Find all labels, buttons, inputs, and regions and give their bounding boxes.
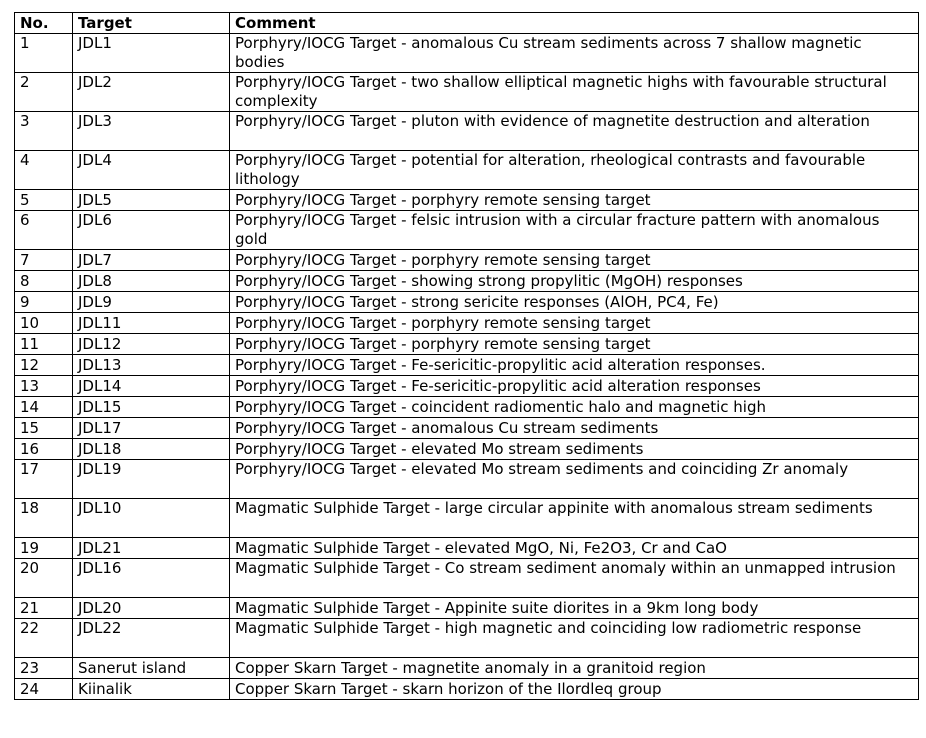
- table-row: [15, 418, 919, 439]
- cell-no: 3: [15, 112, 73, 151]
- table-row: [15, 559, 919, 598]
- cell-target: JDL20: [73, 598, 230, 619]
- cell-target: JDL14: [73, 376, 230, 397]
- cell-no: 1: [15, 34, 73, 73]
- cell-no: 6: [15, 211, 73, 250]
- cell-no: 17: [15, 460, 73, 499]
- cell-no: 9: [15, 292, 73, 313]
- cell-no: 21: [15, 598, 73, 619]
- targets-table-container: [14, 12, 919, 700]
- table-row: [15, 112, 919, 151]
- cell-comment: Porphyry/IOCG Target - anomalous Cu stream sediments across 7 shallow magnetic bodies: [230, 34, 919, 73]
- cell-comment: Copper Skarn Target - magnetite anomaly in a granitoid region: [230, 658, 919, 679]
- cell-comment: Porphyry/IOCG Target - anomalous Cu stream sediments: [230, 418, 919, 439]
- cell-comment: Porphyry/IOCG Target - porphyry remote sensing target: [230, 313, 919, 334]
- table-header-row: [15, 13, 919, 34]
- table-row: [15, 313, 919, 334]
- cell-target: JDL3: [73, 112, 230, 151]
- cell-no: 18: [15, 499, 73, 538]
- cell-target: JDL21: [73, 538, 230, 559]
- targets-table: [14, 12, 919, 700]
- cell-target: JDL1: [73, 34, 230, 73]
- table-row: [15, 658, 919, 679]
- table-row: [15, 211, 919, 250]
- cell-no: 12: [15, 355, 73, 376]
- cell-target: Sanerut island: [73, 658, 230, 679]
- table-row: [15, 250, 919, 271]
- table-row: [15, 538, 919, 559]
- cell-no: 15: [15, 418, 73, 439]
- cell-target: JDL13: [73, 355, 230, 376]
- table-row: [15, 679, 919, 700]
- cell-comment: Magmatic Sulphide Target - Appinite suite diorites in a 9km long body: [230, 598, 919, 619]
- table-row: [15, 151, 919, 190]
- cell-no: 20: [15, 559, 73, 598]
- table-row: [15, 271, 919, 292]
- cell-comment: Magmatic Sulphide Target - high magnetic and coinciding low radiometric response: [230, 619, 919, 658]
- cell-comment: Porphyry/IOCG Target - felsic intrusion with a circular fracture pattern with anomalous gold: [230, 211, 919, 250]
- cell-comment: Porphyry/IOCG Target - pluton with evidence of magnetite destruction and alteration: [230, 112, 919, 151]
- table-row: [15, 334, 919, 355]
- cell-comment: Porphyry/IOCG Target - potential for alteration, rheological contrasts and favourable lithology: [230, 151, 919, 190]
- cell-target: Kiinalik: [73, 679, 230, 700]
- cell-target: JDL5: [73, 190, 230, 211]
- cell-target: JDL11: [73, 313, 230, 334]
- cell-comment: Copper Skarn Target - skarn horizon of the Ilordleq group: [230, 679, 919, 700]
- cell-comment: Porphyry/IOCG Target - elevated Mo stream sediments: [230, 439, 919, 460]
- cell-target: JDL17: [73, 418, 230, 439]
- cell-target: JDL16: [73, 559, 230, 598]
- cell-comment: Magmatic Sulphide Target - elevated MgO, Ni, Fe2O3, Cr and CaO: [230, 538, 919, 559]
- cell-no: 11: [15, 334, 73, 355]
- cell-target: JDL8: [73, 271, 230, 292]
- cell-target: JDL6: [73, 211, 230, 250]
- cell-target: JDL19: [73, 460, 230, 499]
- cell-target: JDL10: [73, 499, 230, 538]
- table-row: [15, 499, 919, 538]
- cell-no: 22: [15, 619, 73, 658]
- cell-comment: Porphyry/IOCG Target - coincident radiomentic halo and magnetic high: [230, 397, 919, 418]
- table-row: [15, 619, 919, 658]
- cell-no: 5: [15, 190, 73, 211]
- cell-no: 13: [15, 376, 73, 397]
- cell-target: JDL9: [73, 292, 230, 313]
- table-row: [15, 376, 919, 397]
- table-body: [15, 34, 919, 700]
- cell-target: JDL15: [73, 397, 230, 418]
- cell-target: JDL4: [73, 151, 230, 190]
- table-row: [15, 73, 919, 112]
- table-row: [15, 292, 919, 313]
- cell-no: 19: [15, 538, 73, 559]
- cell-comment: Porphyry/IOCG Target - elevated Mo stream sediments and coinciding Zr anomaly: [230, 460, 919, 499]
- cell-comment: Porphyry/IOCG Target - porphyry remote sensing target: [230, 190, 919, 211]
- cell-no: 16: [15, 439, 73, 460]
- table-row: [15, 439, 919, 460]
- table-row: [15, 355, 919, 376]
- cell-comment: Porphyry/IOCG Target - showing strong propylitic (MgOH) responses: [230, 271, 919, 292]
- header-target: Target: [73, 13, 230, 34]
- table-row: [15, 598, 919, 619]
- cell-comment: Porphyry/IOCG Target - porphyry remote sensing target: [230, 250, 919, 271]
- cell-comment: Porphyry/IOCG Target - Fe-sericitic-propylitic acid alteration responses: [230, 376, 919, 397]
- cell-no: 14: [15, 397, 73, 418]
- header-comment: Comment: [230, 13, 919, 34]
- cell-target: JDL7: [73, 250, 230, 271]
- cell-no: 2: [15, 73, 73, 112]
- cell-comment: Porphyry/IOCG Target - two shallow elliptical magnetic highs with favourable structural complexity: [230, 73, 919, 112]
- cell-comment: Magmatic Sulphide Target - Co stream sediment anomaly within an unmapped intrusion: [230, 559, 919, 598]
- cell-comment: Porphyry/IOCG Target - Fe-sericitic-propylitic acid alteration responses.: [230, 355, 919, 376]
- cell-comment: Porphyry/IOCG Target - strong sericite responses (AlOH, PC4, Fe): [230, 292, 919, 313]
- cell-comment: Magmatic Sulphide Target - large circular appinite with anomalous stream sediments: [230, 499, 919, 538]
- cell-target: JDL18: [73, 439, 230, 460]
- cell-no: 23: [15, 658, 73, 679]
- header-no: No.: [15, 13, 73, 34]
- table-row: [15, 190, 919, 211]
- table-row: [15, 460, 919, 499]
- cell-target: JDL2: [73, 73, 230, 112]
- cell-no: 7: [15, 250, 73, 271]
- cell-no: 10: [15, 313, 73, 334]
- cell-no: 8: [15, 271, 73, 292]
- cell-target: JDL22: [73, 619, 230, 658]
- cell-comment: Porphyry/IOCG Target - porphyry remote sensing target: [230, 334, 919, 355]
- cell-no: 24: [15, 679, 73, 700]
- table-row: [15, 397, 919, 418]
- cell-target: JDL12: [73, 334, 230, 355]
- table-row: [15, 34, 919, 73]
- cell-no: 4: [15, 151, 73, 190]
